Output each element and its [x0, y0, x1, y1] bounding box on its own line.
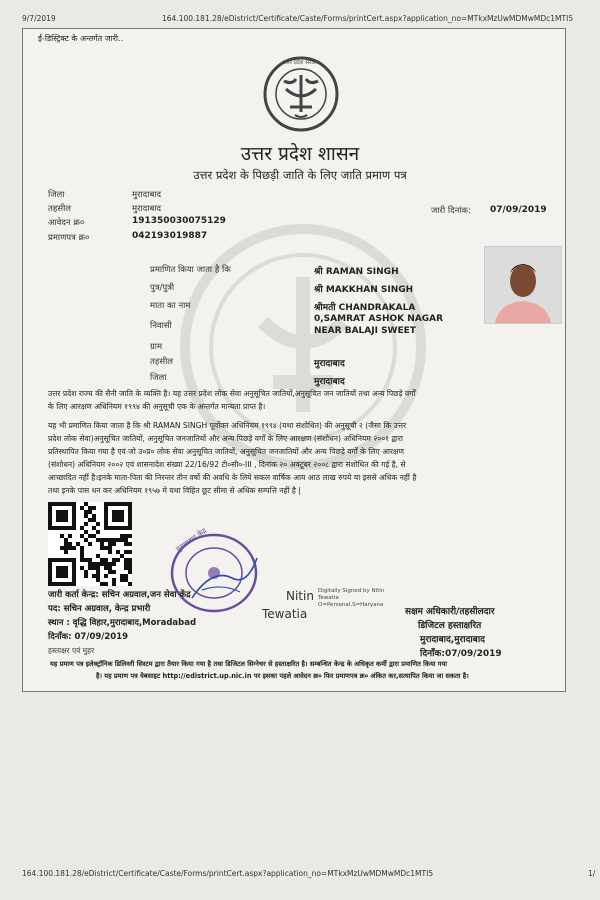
authority-place: मुरादाबाद,मुरादाबाद	[420, 635, 485, 645]
print-footer-url: 164.100.181.28/eDistrict/Certificate/Caste/Forms/printCert.aspx?application_no=MTkxMzUwMDMwMDc1MTI5	[22, 869, 434, 878]
tehsil-value: मुरादाबाद	[132, 204, 162, 214]
issuer-post: पद: सचिन अग्रवाल, केन्द्र प्रभारी	[48, 604, 151, 614]
issuer-date: दिनाँक: 07/09/2019	[48, 632, 129, 642]
certificate-title: उत्तर प्रदेश शासन	[240, 143, 360, 165]
certified-label: प्रमाणित किया जाता है कि	[150, 265, 231, 275]
stamp-text: मुरादाबाद केंद्र	[174, 526, 209, 554]
digital-sign-name-2: Tewatia	[262, 607, 308, 621]
issue-date-label: जारी दिनांक:	[431, 206, 471, 216]
digital-sign-name-1: Nitin	[286, 589, 314, 603]
creamy-layer-paragraph-line-2: प्रदेश लोक सेवा)अनुसूचित जातियों, अनुसूचित जनजातियों और अन्य पिछड़े वर्गों के लिए आरक्षण (संशोधन) अधिनियम २००१ द्वारा	[48, 434, 403, 443]
district-label: जिला	[48, 190, 65, 200]
print-date: 9/7/2019	[22, 14, 56, 23]
creamy-layer-paragraph-line-3: प्रतिस्थापित किया गया है एवं जो उ०प्र० लोक सेवा अनुसूचित जातियों, अनुसूचित जनजातियों और अन्य पिछड़े वर्गों के लिए आरक्षण	[48, 447, 404, 456]
address-line-2: NEAR BALAJI SWEET	[314, 326, 416, 336]
issue-date: 07/09/2019	[490, 205, 547, 215]
creamy-layer-paragraph-line-1: यह भी प्रमाणित किया जाता है कि श्री RAMAN SINGH पूर्वोक्त अधिनियम १९९४ (यथा संशोधित) की अनुसूची २ (जैसा कि उत्तर	[48, 421, 407, 430]
round-stamp-icon	[162, 528, 272, 618]
mother-name: श्रीमती CHANDRAKALA	[314, 303, 416, 313]
print-page-number: 1/	[588, 869, 596, 878]
certificate-no: 042193019887	[132, 231, 208, 241]
certificate-subtitle: उत्तर प्रदेश के पिछड़ी जाति के लिए जाति प्रमाण पत्र	[193, 168, 407, 182]
creamy-layer-paragraph-line-4: (संशोधन) अधिनियम २००२ एवं शासनादेश संख्या 22/16/92 टी०सी०-III , दिनांक २० अक्टूबर २००८ द्वारा संशोधित की गई है, से	[48, 460, 406, 469]
district-value: मुरादाबाद	[132, 190, 162, 200]
footer-note-line-1: यह प्रमाण पत्र इलेक्ट्रॉनिक डिलिवरी सिस्टम द्वारा तैयार किया गया है तथा डिजिटल सिग्नेचर से हस्ताक्षरित है। सम्बन्धित केन्द्र के अधिकृत कर्मी द्वारा प्रमाणित किया गया	[50, 660, 448, 668]
tehsil-detail-label: तहसील	[150, 357, 174, 367]
mother-label: माता का नाम	[150, 301, 191, 311]
applicant-photo	[484, 246, 562, 324]
sign-and-seal-label: हस्ताक्षर एवं मुहर	[48, 646, 95, 655]
parent-label: पुत्र/पुत्री	[150, 283, 175, 293]
parent-name: श्री MAKKHAN SINGH	[314, 285, 414, 295]
creamy-layer-paragraph-line-6: तथा इनके पास धन कर अधिनियम १९५७ मे यथा विहित छूट सीमा से अधिक सम्पत्ति नहीं है |	[48, 486, 301, 495]
print-url: 164.100.181.28/eDistrict/Certificate/Caste/Forms/printCert.aspx?application_no=MTkxMzUwMDMwMDc1MTI5	[162, 14, 574, 23]
applicant-name: श्री RAMAN SINGH	[314, 267, 399, 277]
digital-sign-details-2: Tewatia	[318, 595, 339, 601]
issued-under-text: ई-डिस्ट्रिक्ट के अन्तर्गत जारी..	[38, 34, 124, 43]
footer-note-line-2: है। यह प्रमाण पत्र वेबसाइट http://edistrict.up.nic.in पर इसका पहले आवेदन क्र० फिर प्रमाणपत्र क्र० अंकित कर,सत्यापित किया जा सकता है।	[96, 672, 469, 680]
emblem-text: उत्तर प्रदेश सरकार	[282, 60, 320, 66]
resident-label: निवासी	[150, 321, 172, 331]
tehsil-detail-value: मुरादाबाद	[314, 359, 345, 369]
authority-title: सक्षम अधिकारी/तहसीलदार	[405, 607, 495, 617]
issuer-center: जारी कर्ता केन्द्र: सचिन अग्रवाल,जन सेवा केंद्र	[48, 590, 191, 600]
application-no-label: आवेदन क्र०	[48, 218, 85, 228]
certificate-no-label: प्रमाणपत्र क्र०	[48, 233, 90, 243]
address-line-1: 0,SAMRAT ASHOK NAGAR	[314, 314, 444, 324]
district-detail-value: मुरादाबाद	[314, 377, 345, 387]
issuer-place: स्थान : वृद्धि विहार,मुरादाबाद,Moradabad	[48, 618, 197, 628]
application-no: 191350030075129	[132, 216, 226, 226]
up-government-emblem-icon	[262, 55, 340, 133]
authority-signed: डिजिटल हस्ताक्षरित	[418, 621, 482, 631]
applicant-photo-image	[485, 247, 561, 323]
village-label: ग्राम	[150, 342, 163, 352]
qr-code-icon	[48, 502, 132, 586]
tehsil-label: तहसील	[48, 204, 72, 214]
digital-sign-details-1: Digitally Signed by Nitin	[318, 588, 385, 594]
authority-date: दिनाँक:07/09/2019	[420, 649, 502, 659]
district-detail-label: जिला	[150, 373, 167, 383]
caste-paragraph-line-2: के लिए आरक्षण अधिनियम १९९४ की अनुसूची एक के अन्तर्गत मान्यता प्राप्त है।	[48, 402, 266, 411]
digital-sign-details-3: O=Personal,S=Haryana	[318, 602, 384, 608]
creamy-layer-paragraph-line-5: आच्छादित नहीं है।इनके माता-पिता की निरन्तर तीन वर्षो की अवधि के लिये सकल वार्षिक आय आठ लाख रुपये या इससे अधिक नहीं है	[48, 473, 417, 482]
caste-paragraph-line-1: उत्तर प्रदेश राज्य की सैनी जाति के व्यक्ति है। यह उत्तर प्रदेश लोक सेवा अनुसूचित जातियों,अनुसूचित जन जातियों तथा अन्य पिछड़े वर्गों	[48, 389, 416, 398]
